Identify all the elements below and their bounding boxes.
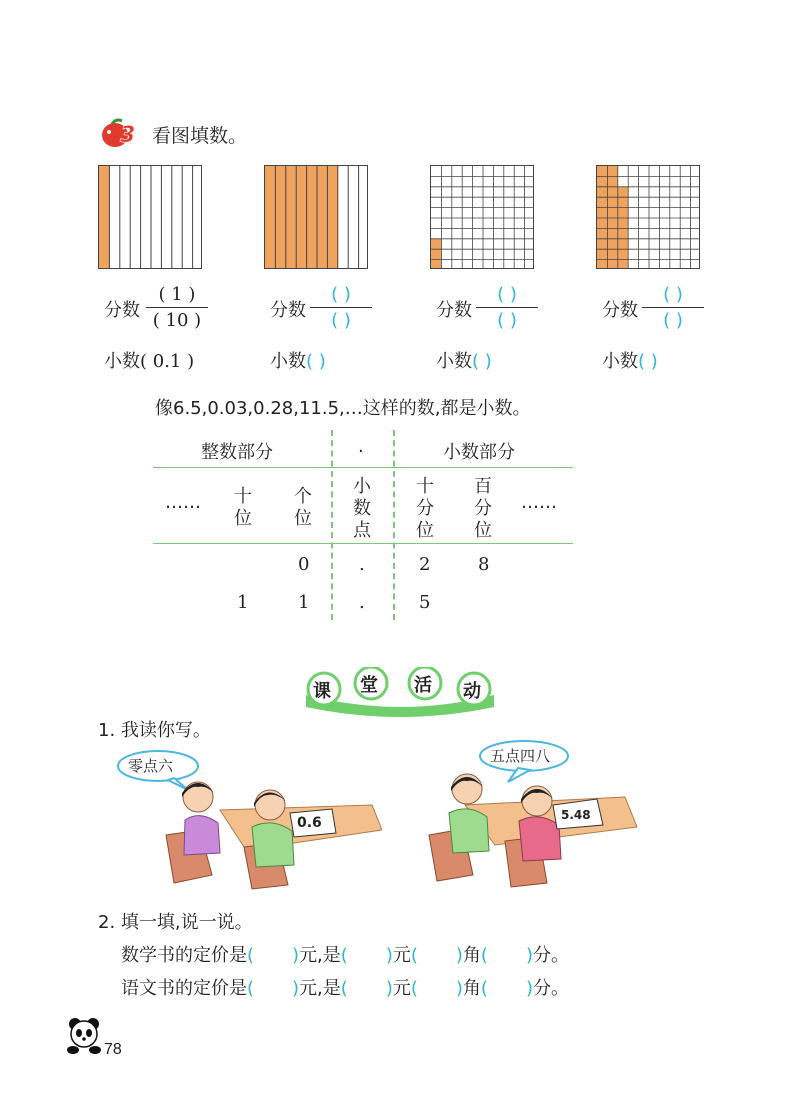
shaded-cell [607,176,617,186]
math-book-prefix: 数学书的定价是 [121,945,247,966]
decimal-label-2: 小数 [270,351,306,372]
shaded-cell [597,176,607,186]
fill-line-math-book [121,941,569,967]
shaded-cell [431,249,441,259]
close-paren: ) [385,945,393,966]
question-2-title: 2. 填一填,说一说。 [98,912,253,933]
open-paren: ( [480,945,488,966]
grid-figure-2 [264,165,368,269]
dots-right: …… [521,492,557,513]
shaded-cell [597,166,607,176]
fraction-2-denominator[interactable]: ( ) [331,310,351,331]
shaded-cell [618,187,628,197]
card-right-text: 5.48 [561,808,591,822]
shaded-cell [618,218,628,228]
row1-point: . [359,554,365,575]
panda-icon [66,1016,102,1056]
close-paren: ) [385,978,393,999]
shaded-cell [607,218,617,228]
shaded-cell [618,249,628,259]
hundredths-place-label: 百分位 [474,476,492,541]
close-paren: ) [292,978,300,999]
shaded-cell [597,197,607,207]
shaded-cell [597,218,607,228]
grid-figure-4 [596,165,700,269]
fraction-2 [310,284,372,331]
fraction-4-numerator[interactable]: ( ) [663,284,683,305]
ones-place-label: 个位 [294,486,312,529]
shaded-cell [618,208,628,218]
card-left-text: 0.6 [297,815,322,831]
close-paren: ) [455,945,463,966]
decimal-row-2 [270,347,326,373]
activity-char-4: 动 [463,681,481,702]
task-number: 3 [120,123,136,148]
header-point: . [358,436,364,457]
header-decimal-part: 小数部分 [443,442,515,463]
fraction-bar [642,307,704,308]
shaded-cell [597,187,607,197]
fraction-bar [476,307,538,308]
decimal-label-4: 小数 [602,351,638,372]
intro-sentence: 像6.5,0.03,0.28,11.5,…这样的数,都是小数。 [155,398,531,419]
table-rule-top [153,467,573,468]
shaded-cell [431,239,441,249]
fraction-label-1: 分数 [104,300,140,321]
open-paren: ( [410,978,418,999]
tens-place-label: 十位 [234,486,252,529]
header-integer-part: 整数部分 [201,442,273,463]
decimal-answer-1: ( 0.1 ) [140,351,195,372]
row2-point: . [359,592,365,613]
open-paren: ( [410,945,418,966]
open-paren: ( [247,945,255,966]
fen-text: 分。 [532,945,569,966]
row1-ones: 0 [298,554,310,575]
decimal-label-3: 小数 [436,351,472,372]
yuan-is-text: 元,是 [299,945,341,966]
close-paren: ) [292,945,300,966]
shaded-cell [431,260,441,269]
yuan-text: 元 [392,945,411,966]
decimal-row-4 [602,347,658,373]
yuan-text: 元 [392,978,411,999]
shaded-cell [607,197,617,207]
shaded-cell [618,239,628,249]
shaded-cell [618,260,628,269]
fraction-2-numerator[interactable]: ( ) [331,284,351,305]
shaded-cell [607,208,617,218]
row1-hundredths: 8 [478,554,490,575]
fen-text: 分。 [532,978,569,999]
jiao-text: 角 [462,978,481,999]
bubble-right-text: 五点四八 [490,747,551,765]
shaded-cell [597,260,607,269]
open-paren: ( [480,978,488,999]
row2-tenths: 5 [419,592,431,613]
tenths-place-label: 十分位 [416,476,434,541]
decimal-point-label: 小数点 [353,476,371,541]
row1-tenths: 2 [419,554,431,575]
table-divider-right [393,430,395,620]
open-paren: ( [340,978,348,999]
table-rule-bottom [153,543,573,544]
shaded-cell [597,249,607,259]
fill-line-chinese-book [121,974,569,1000]
open-paren: ( [247,978,255,999]
grid-figure-1 [98,165,202,269]
fraction-3-numerator[interactable]: ( ) [497,284,517,305]
activity-char-3: 活 [414,675,432,696]
illustration-right-children [425,765,640,890]
fraction-bar [310,307,372,308]
jiao-text: 角 [462,945,481,966]
illustration-left-children [160,775,382,890]
fraction-3-denominator[interactable]: ( ) [497,310,517,331]
open-paren: ( [340,945,348,966]
shaded-cell [607,166,617,176]
decimal-blank-3[interactable]: ( ) [472,351,492,372]
close-paren: ) [525,945,533,966]
fraction-4-denominator[interactable]: ( ) [663,310,683,331]
fraction-4 [642,284,704,331]
fraction-1 [146,284,208,331]
decimal-label-1: 小数 [104,351,140,372]
fraction-1-numerator: ( 1 ) [158,284,196,305]
place-value-table [153,430,573,620]
class-activity-banner [300,667,500,717]
row2-tens: 1 [237,592,249,613]
fraction-1-denominator: ( 10 ) [152,310,202,331]
shaded-cell [597,239,607,249]
fraction-label-4: 分数 [602,300,638,321]
shaded-cell [607,239,617,249]
question-1-title: 1. 我读你写。 [98,720,211,741]
fraction-label-2: 分数 [270,300,306,321]
shaded-cell [607,249,617,259]
shaded-cell [597,208,607,218]
fraction-label-3: 分数 [436,300,472,321]
close-paren: ) [525,978,533,999]
shaded-cell [607,228,617,238]
shaded-cell [607,187,617,197]
close-paren: ) [455,978,463,999]
decimal-blank-2[interactable]: ( ) [306,351,326,372]
decimal-row-1 [104,347,194,373]
bubble-left-text: 零点六 [128,757,174,775]
chinese-book-prefix: 语文书的定价是 [121,978,247,999]
shaded-cell [607,260,617,269]
page-number: 78 [104,1041,122,1058]
shaded-cell [618,197,628,207]
yuan-is-text: 元,是 [299,978,341,999]
fraction-bar [146,307,208,308]
shaded-cell [597,228,607,238]
decimal-blank-4[interactable]: ( ) [638,351,658,372]
grid-figure-3 [430,165,534,269]
fraction-3 [476,284,538,331]
decimal-row-3 [436,347,492,373]
activity-char-1: 课 [313,681,331,702]
task-number-badge [98,116,138,150]
shaded-cell [618,228,628,238]
table-divider-left [331,430,333,620]
task-title: 看图填数。 [152,125,248,147]
dots-left: …… [165,492,201,513]
row2-ones: 1 [298,592,310,613]
activity-char-2: 堂 [360,675,378,696]
